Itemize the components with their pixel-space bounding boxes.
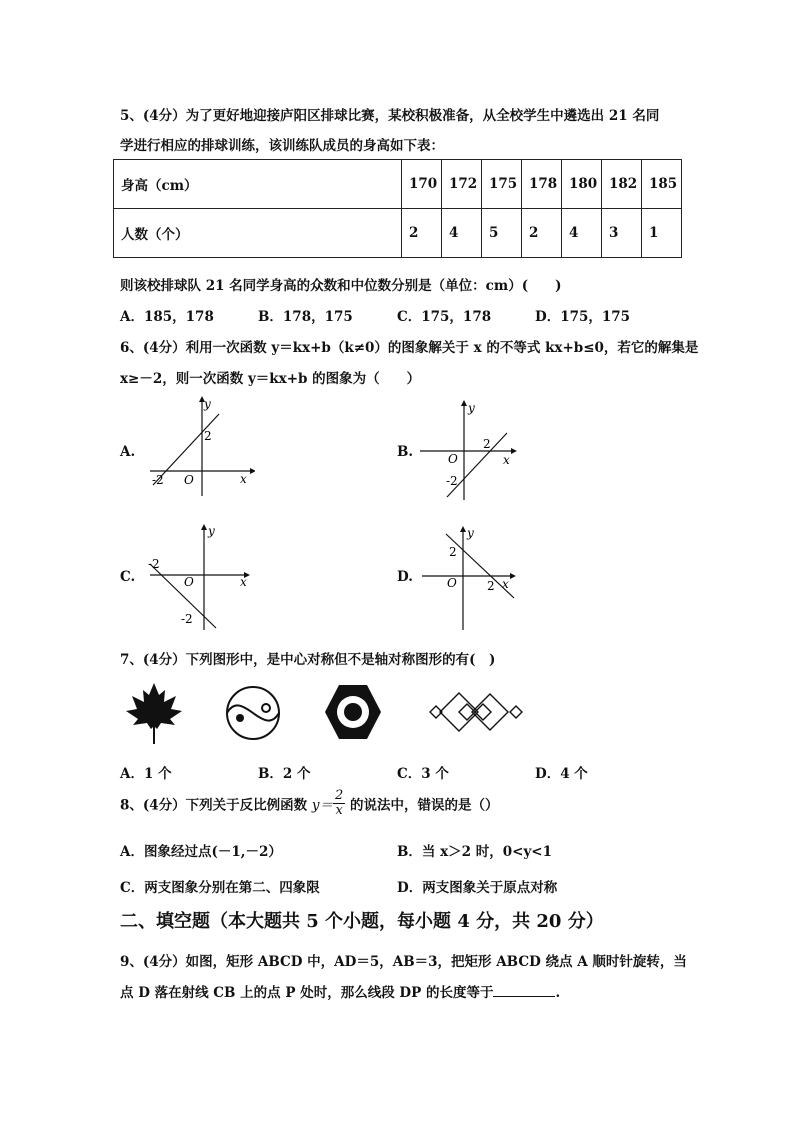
q7-option-b: B．2 个 bbox=[258, 766, 311, 782]
intercept-label: -2 bbox=[148, 557, 160, 571]
q5-question: 则该校排球队 21 名同学身高的众数和中位数分别是（单位：cm）( ) bbox=[120, 278, 562, 294]
table-cell: 182 bbox=[602, 160, 642, 209]
graph-b bbox=[415, 400, 525, 500]
q7-option-a: A．1 个 bbox=[120, 766, 172, 782]
table-row bbox=[114, 160, 682, 209]
q5-option-a: A．185，178 bbox=[120, 309, 214, 325]
graph-a bbox=[140, 396, 255, 496]
origin-label: O bbox=[184, 575, 194, 589]
q8-line bbox=[120, 789, 499, 818]
y-axis-arrow-icon bbox=[201, 524, 207, 530]
q8-option-d: D．两支图象关于原点对称 bbox=[397, 880, 558, 896]
q7-option-d: D．4 个 bbox=[535, 766, 588, 782]
x-axis-arrow-icon bbox=[510, 573, 516, 579]
q8-suffix: 的说法中，错误的是（） bbox=[350, 797, 499, 814]
table-cell: 4 bbox=[562, 209, 602, 258]
y-label: y bbox=[467, 526, 474, 540]
table-cell: 172 bbox=[442, 160, 482, 209]
q5-option-d: D．175，175 bbox=[535, 309, 631, 325]
table-cell: 4 bbox=[442, 209, 482, 258]
table-cell: 178 bbox=[522, 160, 562, 209]
maple-leaf-icon bbox=[124, 681, 184, 745]
x-label: x bbox=[502, 577, 509, 591]
graph-d-letter: D. bbox=[397, 569, 413, 585]
x-label: x bbox=[240, 575, 247, 589]
q6-line1: 6、(4分）利用一次函数 y＝kx+b（k≠0）的图象解关于 x 的不等式 kx+b≤0，若它的解集是 bbox=[120, 340, 699, 356]
q8-function-lhs: y＝ bbox=[311, 797, 334, 814]
x-label: x bbox=[240, 472, 247, 486]
graph-a-letter: A. bbox=[120, 444, 136, 460]
origin-label: O bbox=[447, 576, 457, 590]
x-axis-arrow-icon bbox=[250, 468, 255, 474]
graph-d bbox=[418, 522, 528, 632]
table-header-count: 人数（个） bbox=[114, 209, 402, 258]
origin-label: O bbox=[184, 473, 194, 487]
q5-option-b: B．178，175 bbox=[258, 309, 353, 325]
height-table bbox=[113, 159, 682, 258]
y-axis-arrow-icon bbox=[460, 526, 466, 532]
y-label: y bbox=[468, 401, 475, 415]
q5-line1: 5、(4分）为了更好地迎接庐阳区排球比赛，某校积极准备，从全校学生中遴选出 21 名同 bbox=[120, 108, 660, 124]
fraction-numerator: 2 bbox=[335, 788, 344, 803]
q8-fraction bbox=[333, 789, 345, 818]
table-header-height: 身高（cm） bbox=[114, 160, 402, 209]
graph-c bbox=[142, 522, 257, 632]
q5-line2: 学进行相应的排球训练，该训练队成员的身高如下表： bbox=[120, 138, 444, 154]
q8-option-c: C．两支图象分别在第二、四象限 bbox=[120, 880, 320, 896]
table-cell: 2 bbox=[402, 209, 442, 258]
yin-yang-icon bbox=[224, 684, 282, 742]
intercept-label: -2 bbox=[181, 612, 193, 626]
q7-option-c: C．3 个 bbox=[397, 766, 449, 782]
intercept-label: -2 bbox=[152, 473, 164, 487]
q7-line: 7、(4分）下列图形中，是中心对称但不是轴对称图形的有( ) bbox=[120, 652, 496, 668]
graph-b-letter: B. bbox=[397, 444, 414, 460]
table-cell: 3 bbox=[602, 209, 642, 258]
intercept-label: -2 bbox=[446, 474, 458, 488]
y-label: y bbox=[208, 524, 215, 538]
graph-c-letter: C. bbox=[120, 569, 136, 585]
q8-option-b: B．当 x＞2 时，0<y<1 bbox=[397, 844, 553, 860]
hexagon-nut-icon bbox=[322, 682, 384, 742]
q9-line2-end: . bbox=[555, 985, 561, 1001]
intercept-label: 2 bbox=[483, 437, 491, 451]
intercept-label: 2 bbox=[449, 545, 457, 559]
q9-line2-text: 点 D 落在射线 CB 上的点 P 处时，那么线段 DP 的长度等于 bbox=[120, 985, 494, 1001]
q9-line2 bbox=[120, 981, 560, 1001]
table-cell: 185 bbox=[642, 160, 682, 209]
section-title: 二、填空题（本大题共 5 个小题，每小题 4 分，共 20 分） bbox=[120, 911, 604, 932]
fraction-denominator: x bbox=[335, 803, 343, 818]
diamond-chain-icon bbox=[428, 690, 524, 734]
x-axis-arrow-icon bbox=[511, 448, 517, 454]
answer-blank[interactable] bbox=[493, 984, 555, 997]
table-cell: 175 bbox=[482, 160, 522, 209]
q8-option-a: A．图象经过点(－1,－2） bbox=[120, 844, 282, 860]
q9-line1: 9、(4分）如图，矩形 ABCD 中，AD＝5，AB＝3，把矩形 ABCD 绕点 A 顺时针旋转，当 bbox=[120, 954, 687, 970]
intercept-label: 2 bbox=[487, 579, 495, 593]
table-cell: 180 bbox=[562, 160, 602, 209]
table-cell: 170 bbox=[402, 160, 442, 209]
y-axis-arrow-icon bbox=[461, 400, 467, 406]
origin-label: O bbox=[448, 452, 458, 466]
q8-prefix: 8、(4分）下列关于反比例函数 bbox=[120, 797, 308, 814]
q6-line2: x≥－2，则一次函数 y＝kx+b 的图象为（ ） bbox=[120, 371, 421, 387]
y-label: y bbox=[204, 397, 211, 411]
table-cell: 2 bbox=[522, 209, 562, 258]
x-label: x bbox=[503, 453, 510, 467]
q5-option-c: C．175，178 bbox=[397, 309, 492, 325]
table-row bbox=[114, 209, 682, 258]
table-cell: 5 bbox=[482, 209, 522, 258]
intercept-label: 2 bbox=[204, 429, 212, 443]
table-cell: 1 bbox=[642, 209, 682, 258]
